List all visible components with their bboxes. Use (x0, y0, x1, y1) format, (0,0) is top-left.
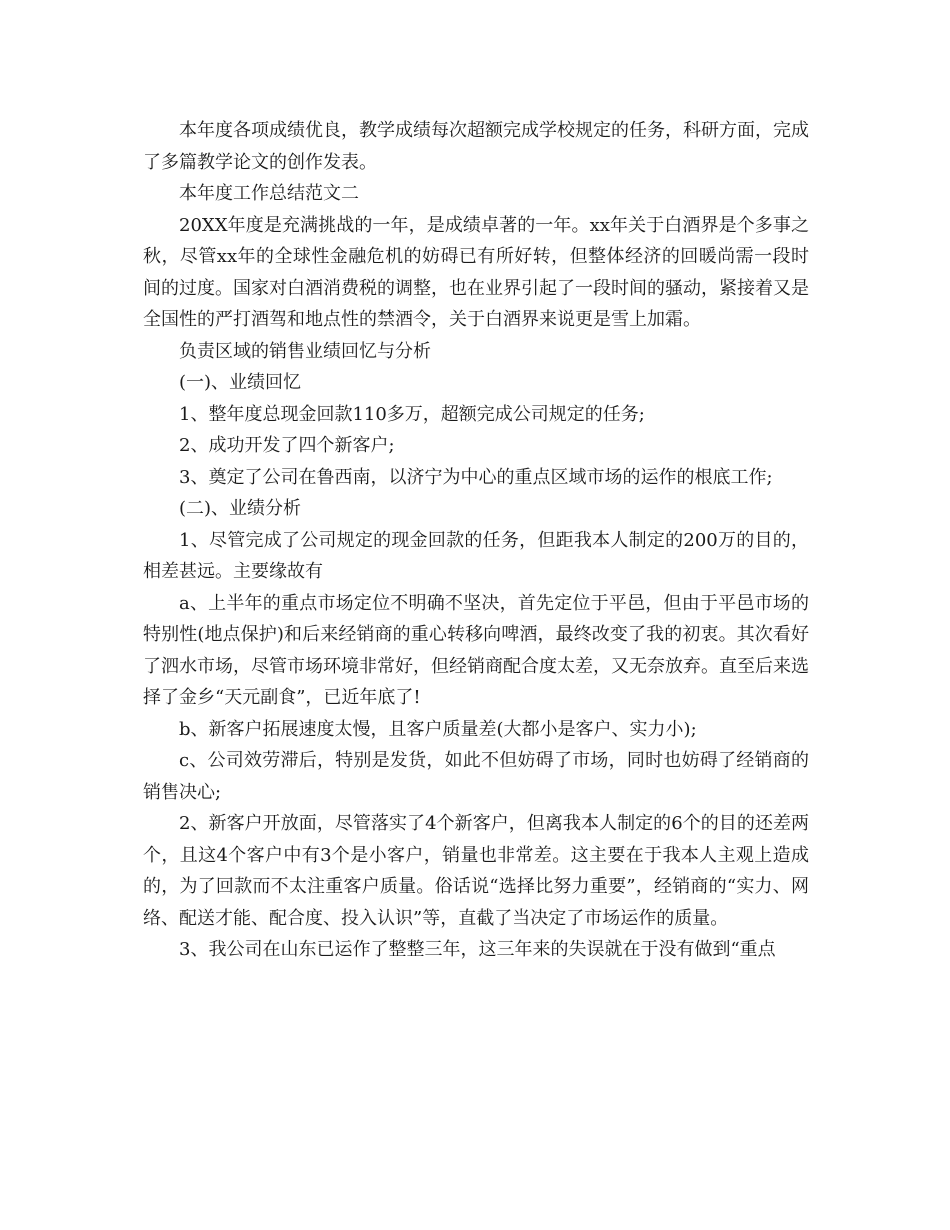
paragraph: a、上半年的重点市场定位不明确不坚决，首先定位于平邑，但由于平邑市场的特别性(地点保护)和后来经销商的重心转移向啤酒，最终改变了我的初衷。其次看好了泗水市场，尽管市场环境非常好，但经销商配合度太差，又无奈放弃。直至后来选择了金乡“天元副食”，已近年底了! (143, 592, 809, 708)
list-heading: (一)、业绩回忆 (179, 372, 302, 393)
paragraph-achievements: 本年度各项成绩优良，教学成绩每次超额完成学校规定的任务，科研方面，完成了多篇教学论文的创作发表。 (143, 120, 809, 173)
paragraph: c、公司效劳滞后，特别是发货，如此不但妨碍了市场，同时也妨碍了经销商的销售决心; (143, 750, 809, 803)
paragraph: 2、新客户开放面，尽管落实了4个新客户，但离我本人制定的6个的目的还差两个，且这4个客户中有3个是小客户，销量也非常差。这主要在于我本人主观上造成的，为了回款而不太注重客户质量。俗话说“选择比努力重要”，经销商的“实力、网络、配送才能、配合度、投入认识”等，直截了当决定了市场运作的质量。 (143, 813, 809, 929)
list-item: 1、整年度总现金回款110多万，超额完成公司规定的任务; (179, 403, 645, 425)
document-body (143, 115, 809, 966)
section-heading: 本年度工作总结范文二 (179, 183, 359, 204)
list-heading: (二)、业绩分析 (179, 498, 302, 519)
subsection-heading: 负责区域的销售业绩回忆与分析 (179, 340, 431, 362)
paragraph: 1、尽管完成了公司规定的现金回款的任务，但距我本人制定的200万的目的，相差甚远。主要缘故有 (143, 529, 809, 582)
list-item: 2、成功开发了四个新客户; (179, 435, 395, 456)
paragraph: b、新客户拓展速度太慢，且客户质量差(大都小是客户、实力小); (179, 718, 697, 740)
paragraph: 3、我公司在山东已运作了整整三年，这三年来的失误就在于没有做到“重点 (179, 939, 776, 960)
paragraph-intro: 20XX年度是充满挑战的一年，是成绩卓著的一年。xx年关于白酒界是个多事之秋，尽管xx年的全球性金融危机的妨碍已有所好转，但整体经济的回暖尚需一段时间的过度。国家对白酒消费税的调整，也在业界引起了一段时间的骚动，紧接着又是全国性的严打酒驾和地点性的禁酒令，关于白酒界来说更是雪上加霜。 (143, 214, 809, 330)
list-item: 3、奠定了公司在鲁西南，以济宁为中心的重点区域市场的运作的根底工作; (179, 466, 773, 488)
